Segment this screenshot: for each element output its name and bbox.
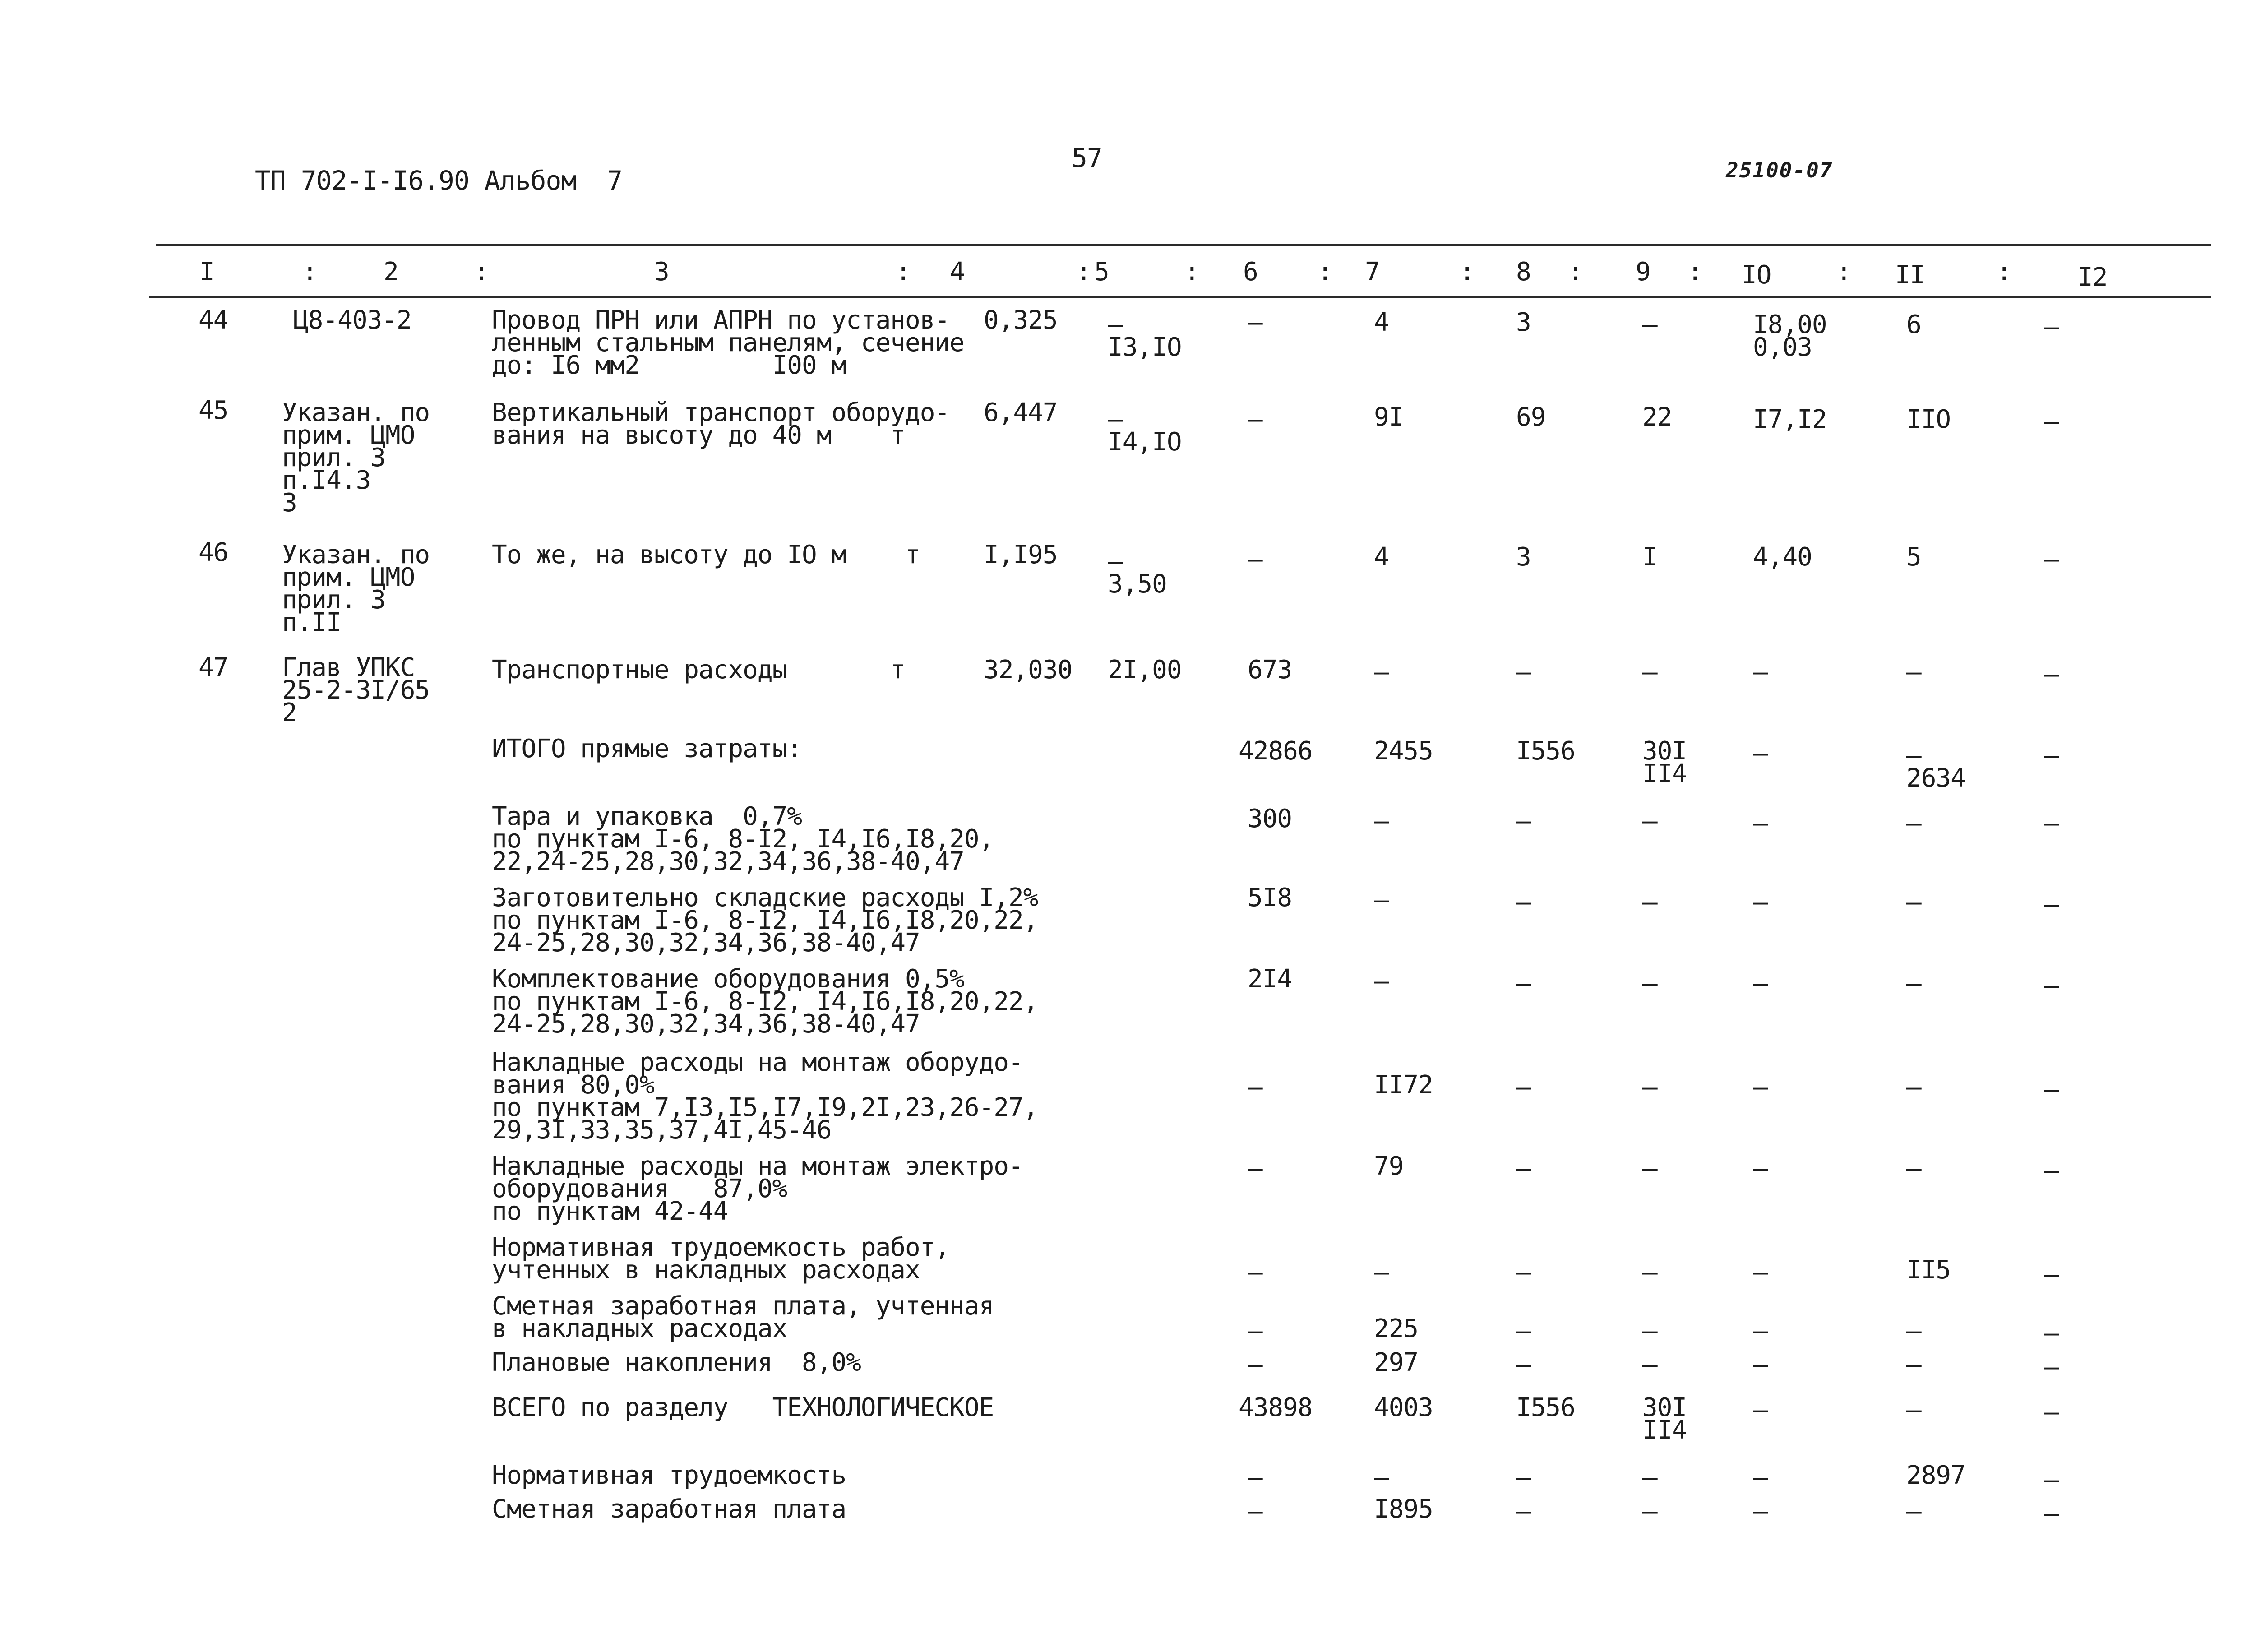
cell-col11: 5 <box>1906 542 1921 572</box>
cell-col10: 4,40 <box>1753 542 1812 572</box>
col-header-5: 5 <box>1094 257 1109 287</box>
cell-col10: – <box>1753 969 1768 998</box>
cell-col8: – <box>1516 1258 1531 1287</box>
summary-label: Заготовительно складские расходы I,2% по пунктам I-6, 8-I2, I4,I6,I8,20,22, 24-25,28,30,32,34,36,38-40,47 <box>492 883 1038 958</box>
cell-col10: – <box>1753 1316 1768 1346</box>
cell-col11: – <box>1906 1395 1921 1425</box>
col-header-2: 2 <box>384 257 398 287</box>
cell-col7: 297 <box>1374 1348 1419 1377</box>
summary-label: Плановые накопления 8,0% <box>492 1348 861 1377</box>
cell-col11: – <box>1906 809 1921 838</box>
summary-label: Комплектование оборудования 0,5% по пунктам I-6, 8-I2, I4,I6,I8,20,22, 24-25,28,30,32,34,36,38-40,47 <box>492 964 1038 1039</box>
cell-col12: – <box>2044 1260 2059 1289</box>
cell-col8: – <box>1516 888 1531 917</box>
cell-col6: 43898 <box>1239 1393 1313 1422</box>
col-separator: : <box>1184 257 1199 287</box>
table-top-rule <box>156 244 2211 246</box>
col-header-9: 9 <box>1636 257 1650 287</box>
cell-col6: – <box>1248 405 1262 434</box>
cell-col10: – <box>1753 1463 1768 1492</box>
col-separator: : <box>896 257 911 287</box>
cell-col6: 673 <box>1248 655 1292 685</box>
cell-col9: – <box>1642 1316 1657 1346</box>
cell-col12: – <box>2044 809 2059 838</box>
col-separator: : <box>1836 257 1851 287</box>
cell-col8: – <box>1516 1497 1531 1526</box>
cell-col11: – <box>1906 1316 1921 1346</box>
cell-col9: – <box>1642 310 1657 339</box>
cell-col6: – <box>1248 1497 1262 1526</box>
cell-col9: 30I II4 <box>1642 736 1687 788</box>
cell-col12: – <box>2044 545 2059 574</box>
cell-col9: – <box>1642 1350 1657 1379</box>
cell-col11: – <box>1906 1350 1921 1379</box>
document-reference: ТП 702-I-I6.90 Альбом 7 <box>255 165 623 196</box>
summary-label: Нормативная трудоемкость <box>492 1461 846 1490</box>
col-header-8: 8 <box>1516 257 1531 287</box>
cell-col6: – <box>1248 1073 1262 1102</box>
cell-col9: – <box>1642 1463 1657 1492</box>
cell-col11: – <box>1906 888 1921 917</box>
cell-col7: 9I <box>1374 403 1404 432</box>
summary-label: ВСЕГО по разделу ТЕХНОЛОГИЧЕСКОЕ <box>492 1393 994 1422</box>
cell-col9: – <box>1642 657 1657 687</box>
cell-col12: – <box>2044 1352 2059 1382</box>
cell-col10: – <box>1753 1258 1768 1287</box>
col-header-4: 4 <box>950 257 965 287</box>
cell-col10: – <box>1753 888 1768 917</box>
cell-col10: I8,00 0,03 <box>1753 310 1827 362</box>
cell-col6: – <box>1248 1316 1262 1346</box>
quantity: I,I95 <box>984 540 1058 569</box>
cell-col11: – <box>1906 1154 1921 1183</box>
cell-col8: I556 <box>1516 736 1575 766</box>
cell-col6: 42866 <box>1239 736 1313 766</box>
page-number: 57 <box>1072 143 1102 173</box>
norm-code: Указан. по прим. ЦМО прил. 3 п.I4.3 3 <box>282 398 430 518</box>
cell-col7: – <box>1374 885 1389 915</box>
work-description: Вертикальный транспорт оборудо- вания на высоту до 40 м т <box>492 398 950 450</box>
cell-col6: 5I8 <box>1248 883 1292 912</box>
cell-col8: 3 <box>1516 542 1531 572</box>
summary-label: Сметная заработная плата <box>492 1495 846 1524</box>
col-separator: : <box>1318 257 1332 287</box>
summary-label: Накладные расходы на монтаж электро- оборудования 87,0% по пунктам 42-44 <box>492 1152 1023 1226</box>
cell-col6: – <box>1248 1350 1262 1379</box>
col-separator: : <box>1997 257 2011 287</box>
unit-cost: – 3,50 <box>1108 547 1167 599</box>
quantity: 6,447 <box>984 398 1058 427</box>
cell-col11: – <box>1906 1073 1921 1102</box>
cell-col9: – <box>1642 888 1657 917</box>
cell-col8: 3 <box>1516 308 1531 337</box>
col-separator: : <box>474 257 489 287</box>
cell-col6: – <box>1248 308 1262 337</box>
col-header-12: I2 <box>2078 263 2108 292</box>
col-separator: : <box>1687 257 1702 287</box>
cell-col6: 2I4 <box>1248 964 1292 994</box>
cell-col7: 4 <box>1374 308 1389 337</box>
cell-col12: – <box>2044 312 2059 342</box>
work-description: Транспортные расходы т <box>492 655 906 685</box>
work-description: То же, на высоту до IO м т <box>492 540 920 569</box>
col-header-10: IO <box>1742 260 1771 290</box>
cell-col11: IIO <box>1906 405 1951 434</box>
cell-col12: – <box>2044 971 2059 1000</box>
cell-col12: – <box>2044 741 2059 770</box>
cell-col11: 6 <box>1906 310 1921 339</box>
cell-col6: – <box>1248 545 1262 574</box>
cell-col12: – <box>2044 1075 2059 1104</box>
unit-cost: – I3,IO <box>1108 310 1182 362</box>
cell-col8: I556 <box>1516 1393 1575 1422</box>
cell-col6: – <box>1248 1258 1262 1287</box>
cell-col12: – <box>2044 1465 2059 1495</box>
cell-col9: – <box>1642 1497 1657 1526</box>
col-separator: : <box>1568 257 1583 287</box>
cell-col10: – <box>1753 657 1768 687</box>
cell-col11: – <box>1906 657 1921 687</box>
cell-col7: – <box>1374 967 1389 996</box>
col-header-7: 7 <box>1365 257 1380 287</box>
summary-label: Нормативная трудоемкость работ, учтенных в накладных расходах <box>492 1233 950 1285</box>
cell-col12: – <box>2044 660 2059 689</box>
col-separator: : <box>1460 257 1475 287</box>
cell-col7: II72 <box>1374 1070 1433 1100</box>
row-number: 47 <box>199 653 228 682</box>
cell-col10: – <box>1753 1395 1768 1425</box>
cell-col6: – <box>1248 1463 1262 1492</box>
cell-col7: 79 <box>1374 1152 1404 1181</box>
cell-col9: – <box>1642 806 1657 836</box>
col-header-11: II <box>1895 260 1925 290</box>
unit-cost: 2I,00 <box>1108 655 1182 685</box>
cell-col12: – <box>2044 407 2059 436</box>
cell-col12: – <box>2044 1397 2059 1427</box>
summary-label: ИТОГО прямые затраты: <box>492 734 802 764</box>
cell-col8: – <box>1516 1073 1531 1102</box>
cell-col12: – <box>2044 890 2059 919</box>
cell-col10: – <box>1753 809 1768 838</box>
cell-col11: – <box>1906 969 1921 998</box>
cell-col7: – <box>1374 806 1389 836</box>
cell-col7: – <box>1374 1258 1389 1287</box>
cell-col9: 22 <box>1642 403 1672 432</box>
cell-col8: – <box>1516 1463 1531 1492</box>
col-separator: : <box>302 257 317 287</box>
cell-col9: 30I II4 <box>1642 1393 1687 1445</box>
cell-col10: – <box>1753 1497 1768 1526</box>
cell-col10: I7,I2 <box>1753 405 1827 434</box>
norm-code: Ц8-403-2 <box>293 305 411 335</box>
cell-col10: – <box>1753 1350 1768 1379</box>
cell-col8: 69 <box>1516 403 1546 432</box>
cell-col10: – <box>1753 1073 1768 1102</box>
cell-col7: – <box>1374 657 1389 687</box>
cell-col9: – <box>1642 1073 1657 1102</box>
row-number: 46 <box>199 538 228 567</box>
quantity: 0,325 <box>984 305 1058 335</box>
cell-col9: – <box>1642 1258 1657 1287</box>
cell-col7: 225 <box>1374 1314 1419 1343</box>
cell-col7: 4 <box>1374 542 1389 572</box>
cell-col7: – <box>1374 1463 1389 1492</box>
col-separator: : <box>1076 257 1091 287</box>
norm-code: Указан. по прим. ЦМО прил. 3 п.II <box>282 540 430 637</box>
cell-col6: 300 <box>1248 804 1292 833</box>
cell-col11: 2897 <box>1906 1461 1965 1490</box>
norm-code: Глав УПКС 25-2-3I/65 2 <box>282 653 430 727</box>
unit-cost: – I4,IO <box>1108 405 1182 457</box>
cell-col11: – <box>1906 1497 1921 1526</box>
col-header-1: I <box>199 257 214 287</box>
cell-col12: – <box>2044 1319 2059 1348</box>
row-number: 45 <box>199 396 228 425</box>
col-header-6: 6 <box>1243 257 1258 287</box>
cell-col12: – <box>2044 1156 2059 1185</box>
cell-col7: 2455 <box>1374 736 1433 766</box>
cell-col6: – <box>1248 1154 1262 1183</box>
quantity: 32,030 <box>984 655 1073 685</box>
cell-col10: – <box>1753 1154 1768 1183</box>
cell-col9: – <box>1642 1154 1657 1183</box>
cell-col7: I895 <box>1374 1495 1433 1524</box>
cell-col8: – <box>1516 1154 1531 1183</box>
cell-col8: – <box>1516 657 1531 687</box>
cell-col8: – <box>1516 969 1531 998</box>
cell-col11: – 2634 <box>1906 741 1965 793</box>
cell-col10: – <box>1753 739 1768 768</box>
cell-col12: – <box>2044 1499 2059 1528</box>
summary-label: Накладные расходы на монтаж оборудо- вания 80,0% по пунктам 7,I3,I5,I7,I9,2I,23,26-27, 29,3I,33,35,37,4I,45-46 <box>492 1048 1038 1145</box>
summary-label: Сметная заработная плата, учтенная в накладных расходах <box>492 1291 994 1343</box>
cell-col8: – <box>1516 1316 1531 1346</box>
row-number: 44 <box>199 305 228 335</box>
cell-col8: – <box>1516 1350 1531 1379</box>
work-description: Провод ПРН или АПРН по установ- ленным стальным панелям, сечение до: I6 мм2 I00 м <box>492 305 964 380</box>
cell-col7: 4003 <box>1374 1393 1433 1422</box>
archive-stamp: 25100-07 <box>1726 158 1833 182</box>
summary-label: Тара и упаковка 0,7% по пунктам I-6, 8-I2, I4,I6,I8,20, 22,24-25,28,30,32,34,36,38-40,47 <box>492 802 994 876</box>
col-header-3: 3 <box>654 257 669 287</box>
cell-col8: – <box>1516 806 1531 836</box>
cell-col9: – <box>1642 969 1657 998</box>
cell-col11: II5 <box>1906 1255 1951 1285</box>
cell-col9: I <box>1642 542 1657 572</box>
table-header-rule <box>149 296 2211 298</box>
